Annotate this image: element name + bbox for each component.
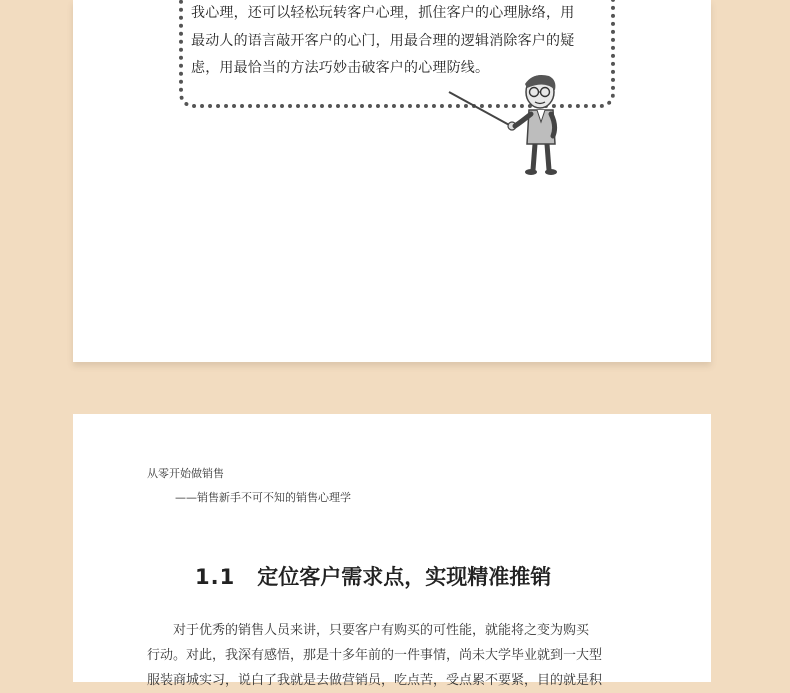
section-heading <box>195 561 551 591</box>
section-title-text: 定位客户需求点，实现精准推销 <box>257 565 552 589</box>
bubble-line: 最动人的语言敲开客户的心门，用最合理的逻辑消除客户的疑 <box>191 32 575 49</box>
body-line: 对于优秀的销售人员来讲，只要客户有购买的可性能，就能将之变为购买 <box>147 623 590 638</box>
bubble-line: 虑，用最恰当的方法巧妙击破客户的心理防线。 <box>191 60 490 76</box>
body-line: 服装商城实习，说白了我就是去做营销员，吃点苦，受点累不要紧，目的就是积 <box>147 673 603 688</box>
running-header-title: 从零开始做销售 <box>147 467 224 480</box>
running-header-subtitle: ——销售新手不可不知的销售心理学 <box>175 491 351 504</box>
book-page-top <box>73 0 711 362</box>
section-number: 1.1 <box>195 565 236 589</box>
teacher-with-pointer-icon <box>445 70 565 180</box>
book-page-bottom <box>73 414 711 688</box>
body-line: 行动。对此，我深有感悟，那是十多年前的一件事情，尚未大学毕业就到一大型 <box>147 648 603 663</box>
bubble-line: 我心理，还可以轻松玩转客户心理，抓住客户的心理脉络，用 <box>191 5 575 21</box>
